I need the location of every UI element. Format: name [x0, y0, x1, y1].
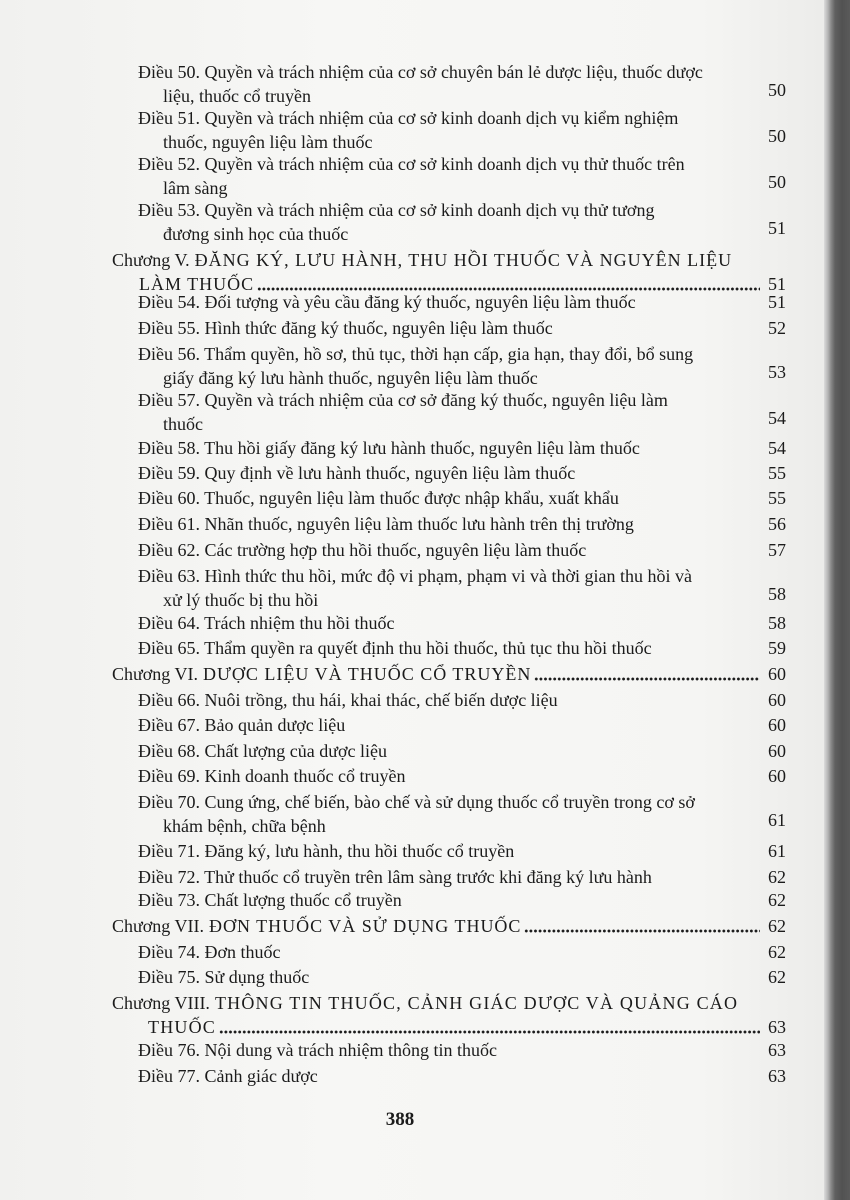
entry-page-number: 63	[768, 1040, 786, 1060]
chapter-heading-line	[112, 662, 786, 686]
toc-entry-dieu-62	[138, 538, 786, 562]
dot-leader	[524, 929, 760, 933]
toc-chapter-vii	[112, 914, 786, 938]
toc-entry-dieu-58	[138, 436, 786, 460]
toc-entry-dieu-56	[138, 342, 786, 390]
toc-entry-dieu-77	[138, 1064, 786, 1088]
entry-page-number: 62	[768, 942, 786, 962]
entry-title-line: Điều 59. Quy định về lưu hành thuốc, nguyên liệu làm thuốc	[138, 463, 576, 483]
entry-page-number: 51	[768, 292, 786, 312]
toc-entry-dieu-51	[138, 106, 786, 154]
entry-title-line: Điều 63. Hình thức thu hồi, mức độ vi phạm, phạm vi và thời gian thu hồi và	[138, 566, 692, 586]
toc-entry-dieu-74	[138, 940, 786, 964]
entry-title-line: Điều 71. Đăng ký, lưu hành, thu hồi thuốc cổ truyền	[138, 841, 515, 861]
toc-chapter-v	[112, 248, 786, 296]
entry-page-number: 62	[768, 967, 786, 987]
toc-entry-dieu-71	[138, 839, 786, 863]
toc-entry-dieu-68	[138, 739, 786, 763]
chapter-page-number: 60	[768, 664, 786, 684]
entry-title-line: Điều 65. Thẩm quyền ra quyết định thu hồi thuốc, thủ tục thu hồi thuốc	[138, 638, 652, 658]
entry-page-number: 56	[768, 514, 786, 534]
entry-page-number: 54	[768, 408, 786, 428]
entry-page-number: 62	[768, 867, 786, 887]
toc-entry-dieu-70	[138, 790, 786, 838]
entry-title-line: Điều 61. Nhãn thuốc, nguyên liệu làm thuốc lưu hành trên thị trường	[138, 514, 634, 534]
dot-leader	[219, 1030, 760, 1034]
entry-title-line: Điều 58. Thu hồi giấy đăng ký lưu hành thuốc, nguyên liệu làm thuốc	[138, 438, 640, 458]
toc-entry-dieu-61	[138, 512, 786, 536]
chapter-page-number: 51	[768, 274, 786, 294]
toc-entry-dieu-60	[138, 486, 786, 510]
toc-chapter-vi	[112, 662, 786, 686]
entry-page-number: 60	[768, 690, 786, 710]
entry-title-line: Điều 51. Quyền và trách nhiệm của cơ sở kinh doanh dịch vụ kiểm nghiệm	[138, 108, 679, 128]
entry-title-line: Điều 73. Chất lượng thuốc cổ truyền	[138, 890, 402, 910]
toc-entry-dieu-63	[138, 564, 786, 612]
chapter-title: DƯỢC LIỆU VÀ THUỐC CỔ TRUYỀN	[202, 664, 532, 684]
toc-entry-dieu-59	[138, 461, 786, 485]
chapter-label: Chương VIII.	[112, 993, 210, 1013]
entry-title-line: thuốc	[163, 414, 203, 434]
entry-page-number: 51	[768, 218, 786, 238]
entry-page-number: 53	[768, 362, 786, 382]
entry-title-line: Điều 55. Hình thức đăng ký thuốc, nguyên liệu làm thuốc	[138, 318, 553, 338]
entry-title-line: Điều 56. Thẩm quyền, hồ sơ, thủ tục, thời hạn cấp, gia hạn, thay đổi, bổ sung	[138, 344, 694, 364]
chapter-heading-line	[112, 1015, 786, 1039]
entry-page-number: 62	[768, 890, 786, 910]
entry-page-number: 50	[768, 172, 786, 192]
entry-title-line: Điều 76. Nội dung và trách nhiệm thông tin thuốc	[138, 1040, 497, 1060]
entry-title-line: liệu, thuốc cổ truyền	[163, 86, 311, 106]
entry-title-line: xử lý thuốc bị thu hồi	[163, 590, 319, 610]
chapter-label: Chương VII.	[112, 916, 204, 936]
chapter-page-number: 63	[768, 1017, 786, 1037]
entry-page-number: 58	[768, 613, 786, 633]
entry-title-line: Điều 60. Thuốc, nguyên liệu làm thuốc được nhập khẩu, xuất khẩu	[138, 488, 619, 508]
toc-entry-dieu-73	[138, 888, 786, 912]
entry-title-line: Điều 77. Cảnh giác dược	[138, 1066, 318, 1086]
entry-page-number: 57	[768, 540, 786, 560]
toc-entry-dieu-53	[138, 198, 786, 246]
chapter-heading-line	[112, 248, 786, 272]
entry-title-line: giấy đăng ký lưu hành thuốc, nguyên liệu làm thuốc	[163, 368, 538, 388]
entry-title-line: đương sinh học của thuốc	[163, 224, 349, 244]
chapter-page-number: 62	[768, 916, 786, 936]
toc-entry-dieu-57	[138, 388, 786, 436]
entry-title-line: Điều 69. Kinh doanh thuốc cổ truyền	[138, 766, 406, 786]
toc-entry-dieu-69	[138, 764, 786, 788]
chapter-heading-line	[112, 914, 786, 938]
toc-entry-dieu-55	[138, 316, 786, 340]
toc-entry-dieu-75	[138, 965, 786, 989]
entry-page-number: 50	[768, 80, 786, 100]
toc-entry-dieu-50	[138, 60, 786, 108]
entry-title-line: lâm sàng	[163, 178, 228, 198]
toc-entry-dieu-52	[138, 152, 786, 200]
entry-title-line: Điều 67. Bảo quản dược liệu	[138, 715, 346, 735]
chapter-label: Chương V.	[112, 250, 190, 270]
entry-title-line: Điều 62. Các trường hợp thu hồi thuốc, nguyên liệu làm thuốc	[138, 540, 587, 560]
entry-page-number: 60	[768, 741, 786, 761]
page-edge-shadow	[824, 0, 850, 1200]
entry-title-line: Điều 57. Quyền và trách nhiệm của cơ sở đăng ký thuốc, nguyên liệu làm	[138, 390, 668, 410]
chapter-title: ĐƠN THUỐC VÀ SỬ DỤNG THUỐC	[208, 916, 522, 936]
entry-title-line: Điều 52. Quyền và trách nhiệm của cơ sở kinh doanh dịch vụ thử thuốc trên	[138, 154, 685, 174]
toc-chapter-viii	[112, 991, 786, 1039]
toc-entry-dieu-64	[138, 611, 786, 635]
entry-title-line: Điều 68. Chất lượng của dược liệu	[138, 741, 387, 761]
page-number: 388	[385, 1109, 415, 1130]
entry-title-line: Điều 70. Cung ứng, chế biến, bào chế và sử dụng thuốc cổ truyền trong cơ sở	[138, 792, 695, 812]
entry-title-line: Điều 50. Quyền và trách nhiệm của cơ sở chuyên bán lẻ dược liệu, thuốc dược	[138, 62, 703, 82]
toc-entry-dieu-65	[138, 636, 786, 660]
chapter-title: THUỐC	[148, 1017, 216, 1037]
chapter-title: THÔNG TIN THUỐC, CẢNH GIÁC DƯỢC VÀ QUẢNG CÁO	[214, 993, 739, 1013]
entry-page-number: 61	[768, 810, 786, 830]
entry-page-number: 50	[768, 126, 786, 146]
entry-title-line: Điều 72. Thử thuốc cổ truyền trên lâm sàng trước khi đăng ký lưu hành	[138, 867, 652, 887]
entry-page-number: 55	[768, 488, 786, 508]
entry-page-number: 54	[768, 438, 786, 458]
entry-title-line: khám bệnh, chữa bệnh	[163, 816, 326, 836]
entry-title-line: Điều 75. Sử dụng thuốc	[138, 967, 310, 987]
toc-entry-dieu-67	[138, 713, 786, 737]
toc-entry-dieu-66	[138, 688, 786, 712]
entry-title-line: Điều 66. Nuôi trồng, thu hái, khai thác, chế biến dược liệu	[138, 690, 558, 710]
entry-title-line: thuốc, nguyên liệu làm thuốc	[163, 132, 373, 152]
dot-leader	[534, 677, 760, 681]
entry-page-number: 63	[768, 1066, 786, 1086]
toc-entry-dieu-76	[138, 1038, 786, 1062]
entry-page-number: 60	[768, 766, 786, 786]
toc-entry-dieu-72	[138, 865, 786, 889]
entry-title-line: Điều 54. Đối tượng và yêu cầu đăng ký thuốc, nguyên liệu làm thuốc	[138, 292, 636, 312]
chapter-title: ĐĂNG KÝ, LƯU HÀNH, THU HỒI THUỐC VÀ NGUYÊN LIỆU	[194, 250, 733, 270]
entry-page-number: 61	[768, 841, 786, 861]
entry-page-number: 52	[768, 318, 786, 338]
entry-page-number: 58	[768, 584, 786, 604]
chapter-label: Chương VI.	[112, 664, 198, 684]
entry-page-number: 59	[768, 638, 786, 658]
entry-page-number: 55	[768, 463, 786, 483]
entry-page-number: 60	[768, 715, 786, 735]
entry-title-line: Điều 53. Quyền và trách nhiệm của cơ sở kinh doanh dịch vụ thử tương	[138, 200, 655, 220]
entry-title-line: Điều 74. Đơn thuốc	[138, 942, 281, 962]
toc-entry-dieu-54	[138, 290, 786, 314]
chapter-title: LÀM THUỐC	[139, 274, 255, 294]
entry-title-line: Điều 64. Trách nhiệm thu hồi thuốc	[138, 613, 395, 633]
chapter-heading-line	[112, 991, 786, 1015]
